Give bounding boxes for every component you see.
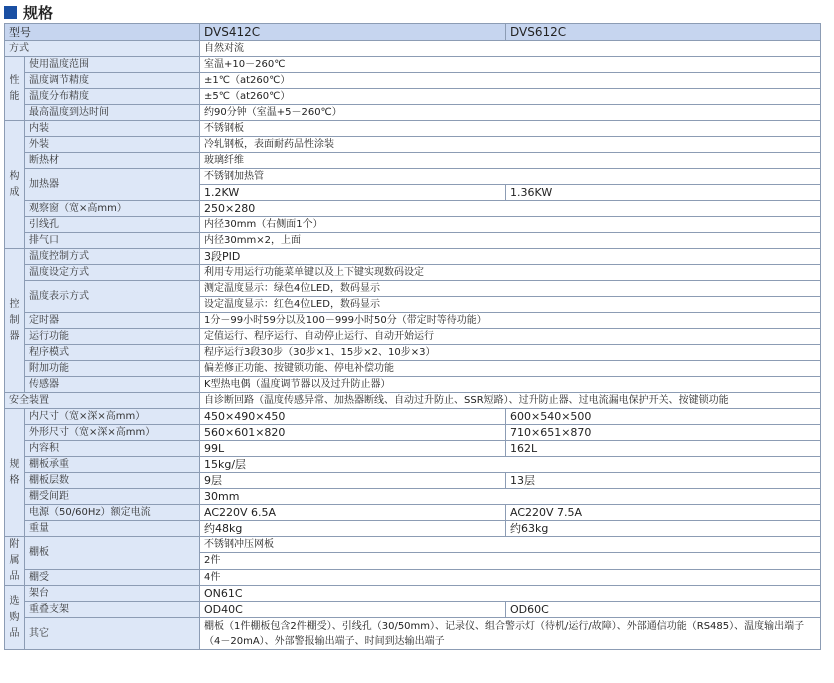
row-value: 30mm — [200, 489, 821, 505]
row-value: 玻璃纤维 — [200, 153, 821, 169]
row-value: 内径30mm×2，上面 — [200, 233, 821, 249]
table-row — [5, 505, 821, 521]
row-label: 程序模式 — [25, 345, 200, 361]
group-performance: 性能 — [5, 57, 25, 121]
row-label: 传感器 — [25, 377, 200, 393]
table-row — [5, 105, 821, 121]
row-value: 自然对流 — [200, 41, 821, 57]
group-control: 控制器 — [5, 249, 25, 393]
value-412: AC220V 6.5A — [200, 505, 506, 521]
row-label: 其它 — [25, 618, 200, 650]
row-value: 内径30mm（右侧面1个） — [200, 217, 821, 233]
table-row — [5, 457, 821, 473]
group-construction: 构成 — [5, 121, 25, 249]
row-value: 设定温度显示：红色4位LED，数码显示 — [200, 297, 821, 313]
table-row — [5, 329, 821, 345]
table-row — [5, 345, 821, 361]
row-label: 引线孔 — [25, 217, 200, 233]
row-label: 温度表示方式 — [25, 281, 200, 313]
value-612: 1.36KW — [506, 185, 821, 201]
row-label: 内尺寸（宽×深×高mm） — [25, 409, 200, 425]
value-412: 450×490×450 — [200, 409, 506, 425]
row-label: 架台 — [25, 586, 200, 602]
row-label: 断热材 — [25, 153, 200, 169]
row-label: 定时器 — [25, 313, 200, 329]
table-row — [5, 569, 821, 585]
table-row — [5, 521, 821, 537]
row-label: 加热器 — [25, 169, 200, 201]
value-412: 9层 — [200, 473, 506, 489]
row-value: 不锈钢冲压网板 — [200, 537, 821, 553]
row-value: 程序运行3段30步（30步×1、15步×2、10步×3） — [200, 345, 821, 361]
table-header-row — [5, 24, 821, 41]
row-value: 约90分钟（室温+5－260℃） — [200, 105, 821, 121]
row-label: 外装 — [25, 137, 200, 153]
value-612: OD60C — [506, 602, 821, 618]
table-row — [5, 618, 821, 650]
model-label: 型号 — [5, 24, 200, 41]
row-label: 外形尺寸（宽×深×高mm） — [25, 425, 200, 441]
group-option: 选购品 — [5, 586, 25, 650]
row-label: 附加功能 — [25, 361, 200, 377]
row-value: 4件 — [200, 569, 821, 585]
table-row — [5, 361, 821, 377]
value-612: 约63kg — [506, 521, 821, 537]
row-label: 使用温度范围 — [25, 57, 200, 73]
row-value: ±5℃（at260℃） — [200, 89, 821, 105]
row-label: 温度控制方式 — [25, 249, 200, 265]
table-row — [5, 489, 821, 505]
row-value: 偏差修正功能、按键锁功能、停电补偿功能 — [200, 361, 821, 377]
row-label: 内装 — [25, 121, 200, 137]
table-row — [5, 265, 821, 281]
table-row — [5, 313, 821, 329]
row-label: 棚受 — [25, 569, 200, 585]
value-612: 710×651×870 — [506, 425, 821, 441]
value-612: 600×540×500 — [506, 409, 821, 425]
row-value: 不锈钢加热管 — [200, 169, 821, 185]
value-412: OD40C — [200, 602, 506, 618]
row-label: 最高温度到达时间 — [25, 105, 200, 121]
value-412: 1.2KW — [200, 185, 506, 201]
value-612: AC220V 7.5A — [506, 505, 821, 521]
row-label: 电源（50/60Hz）额定电流 — [25, 505, 200, 521]
section-header — [4, 2, 53, 22]
table-row — [5, 153, 821, 169]
table-row — [5, 41, 821, 57]
row-value: 3段PID — [200, 249, 821, 265]
table-row — [5, 586, 821, 602]
row-label: 安全装置 — [5, 393, 200, 409]
row-label: 排气口 — [25, 233, 200, 249]
table-row — [5, 73, 821, 89]
row-label: 棚板承重 — [25, 457, 200, 473]
row-label: 棚板 — [25, 537, 200, 570]
spec-table — [4, 23, 821, 650]
section-title: 规格 — [23, 3, 54, 22]
table-row — [5, 473, 821, 489]
row-value: 棚板（1件棚板包含2件棚受）、引线孔（30/50mm）、记录仪、组合警示灯（待机/运行/故障）、外部通信功能（RS485）、温度输出端子（4－20mA）、外部警报输出端子、时间到达输出端子 — [200, 618, 821, 650]
table-row — [5, 137, 821, 153]
table-row — [5, 602, 821, 618]
model-412: DVS412C — [200, 24, 506, 41]
table-row — [5, 537, 821, 553]
table-row — [5, 217, 821, 233]
row-value: ON61C — [200, 586, 821, 602]
table-row — [5, 425, 821, 441]
row-label: 重叠支架 — [25, 602, 200, 618]
row-label: 温度调节精度 — [25, 73, 200, 89]
table-row — [5, 409, 821, 425]
row-value: 室温+10－260℃ — [200, 57, 821, 73]
row-value: 测定温度显示：绿色4位LED，数码显示 — [200, 281, 821, 297]
row-value: ±1℃（at260℃） — [200, 73, 821, 89]
row-label: 棚受间距 — [25, 489, 200, 505]
table-row — [5, 393, 821, 409]
value-612: 13层 — [506, 473, 821, 489]
row-label: 棚板层数 — [25, 473, 200, 489]
row-value: 利用专用运行功能菜单键以及上下键实现数码设定 — [200, 265, 821, 281]
group-accessory: 附属品 — [5, 537, 25, 586]
table-row — [5, 89, 821, 105]
value-412: 约48kg — [200, 521, 506, 537]
table-row — [5, 377, 821, 393]
table-row — [5, 441, 821, 457]
row-value: 2件 — [200, 553, 821, 569]
row-label: 运行功能 — [25, 329, 200, 345]
section-marker-icon — [4, 6, 17, 19]
table-row — [5, 233, 821, 249]
row-label: 内容积 — [25, 441, 200, 457]
group-spec: 规格 — [5, 409, 25, 537]
value-412: 560×601×820 — [200, 425, 506, 441]
row-value: 15kg/层 — [200, 457, 821, 473]
row-value: 1分－99小时59分以及100－999小时50分（带定时等待功能） — [200, 313, 821, 329]
row-value: 冷轧钢板，表面耐药品性涂装 — [200, 137, 821, 153]
table-row — [5, 121, 821, 137]
table-row — [5, 169, 821, 185]
value-412: 99L — [200, 441, 506, 457]
table-row — [5, 249, 821, 265]
row-label: 方式 — [5, 41, 200, 57]
row-label: 温度分布精度 — [25, 89, 200, 105]
row-value: 自诊断回路（温度传感异常、加热器断线、自动过升防止、SSR短路）、过升防止器、过电流漏电保护开关、按键锁功能 — [200, 393, 821, 409]
row-value: 定值运行、程序运行、自动停止运行、自动开始运行 — [200, 329, 821, 345]
value-612: 162L — [506, 441, 821, 457]
table-row — [5, 201, 821, 217]
table-row — [5, 57, 821, 73]
row-label: 重量 — [25, 521, 200, 537]
row-value: K型热电偶（温度调节器以及过升防止器） — [200, 377, 821, 393]
model-612: DVS612C — [506, 24, 821, 41]
row-value: 不锈钢板 — [200, 121, 821, 137]
row-value: 250×280 — [200, 201, 821, 217]
row-label: 温度设定方式 — [25, 265, 200, 281]
row-label: 观察窗（宽×高mm） — [25, 201, 200, 217]
table-row — [5, 281, 821, 297]
